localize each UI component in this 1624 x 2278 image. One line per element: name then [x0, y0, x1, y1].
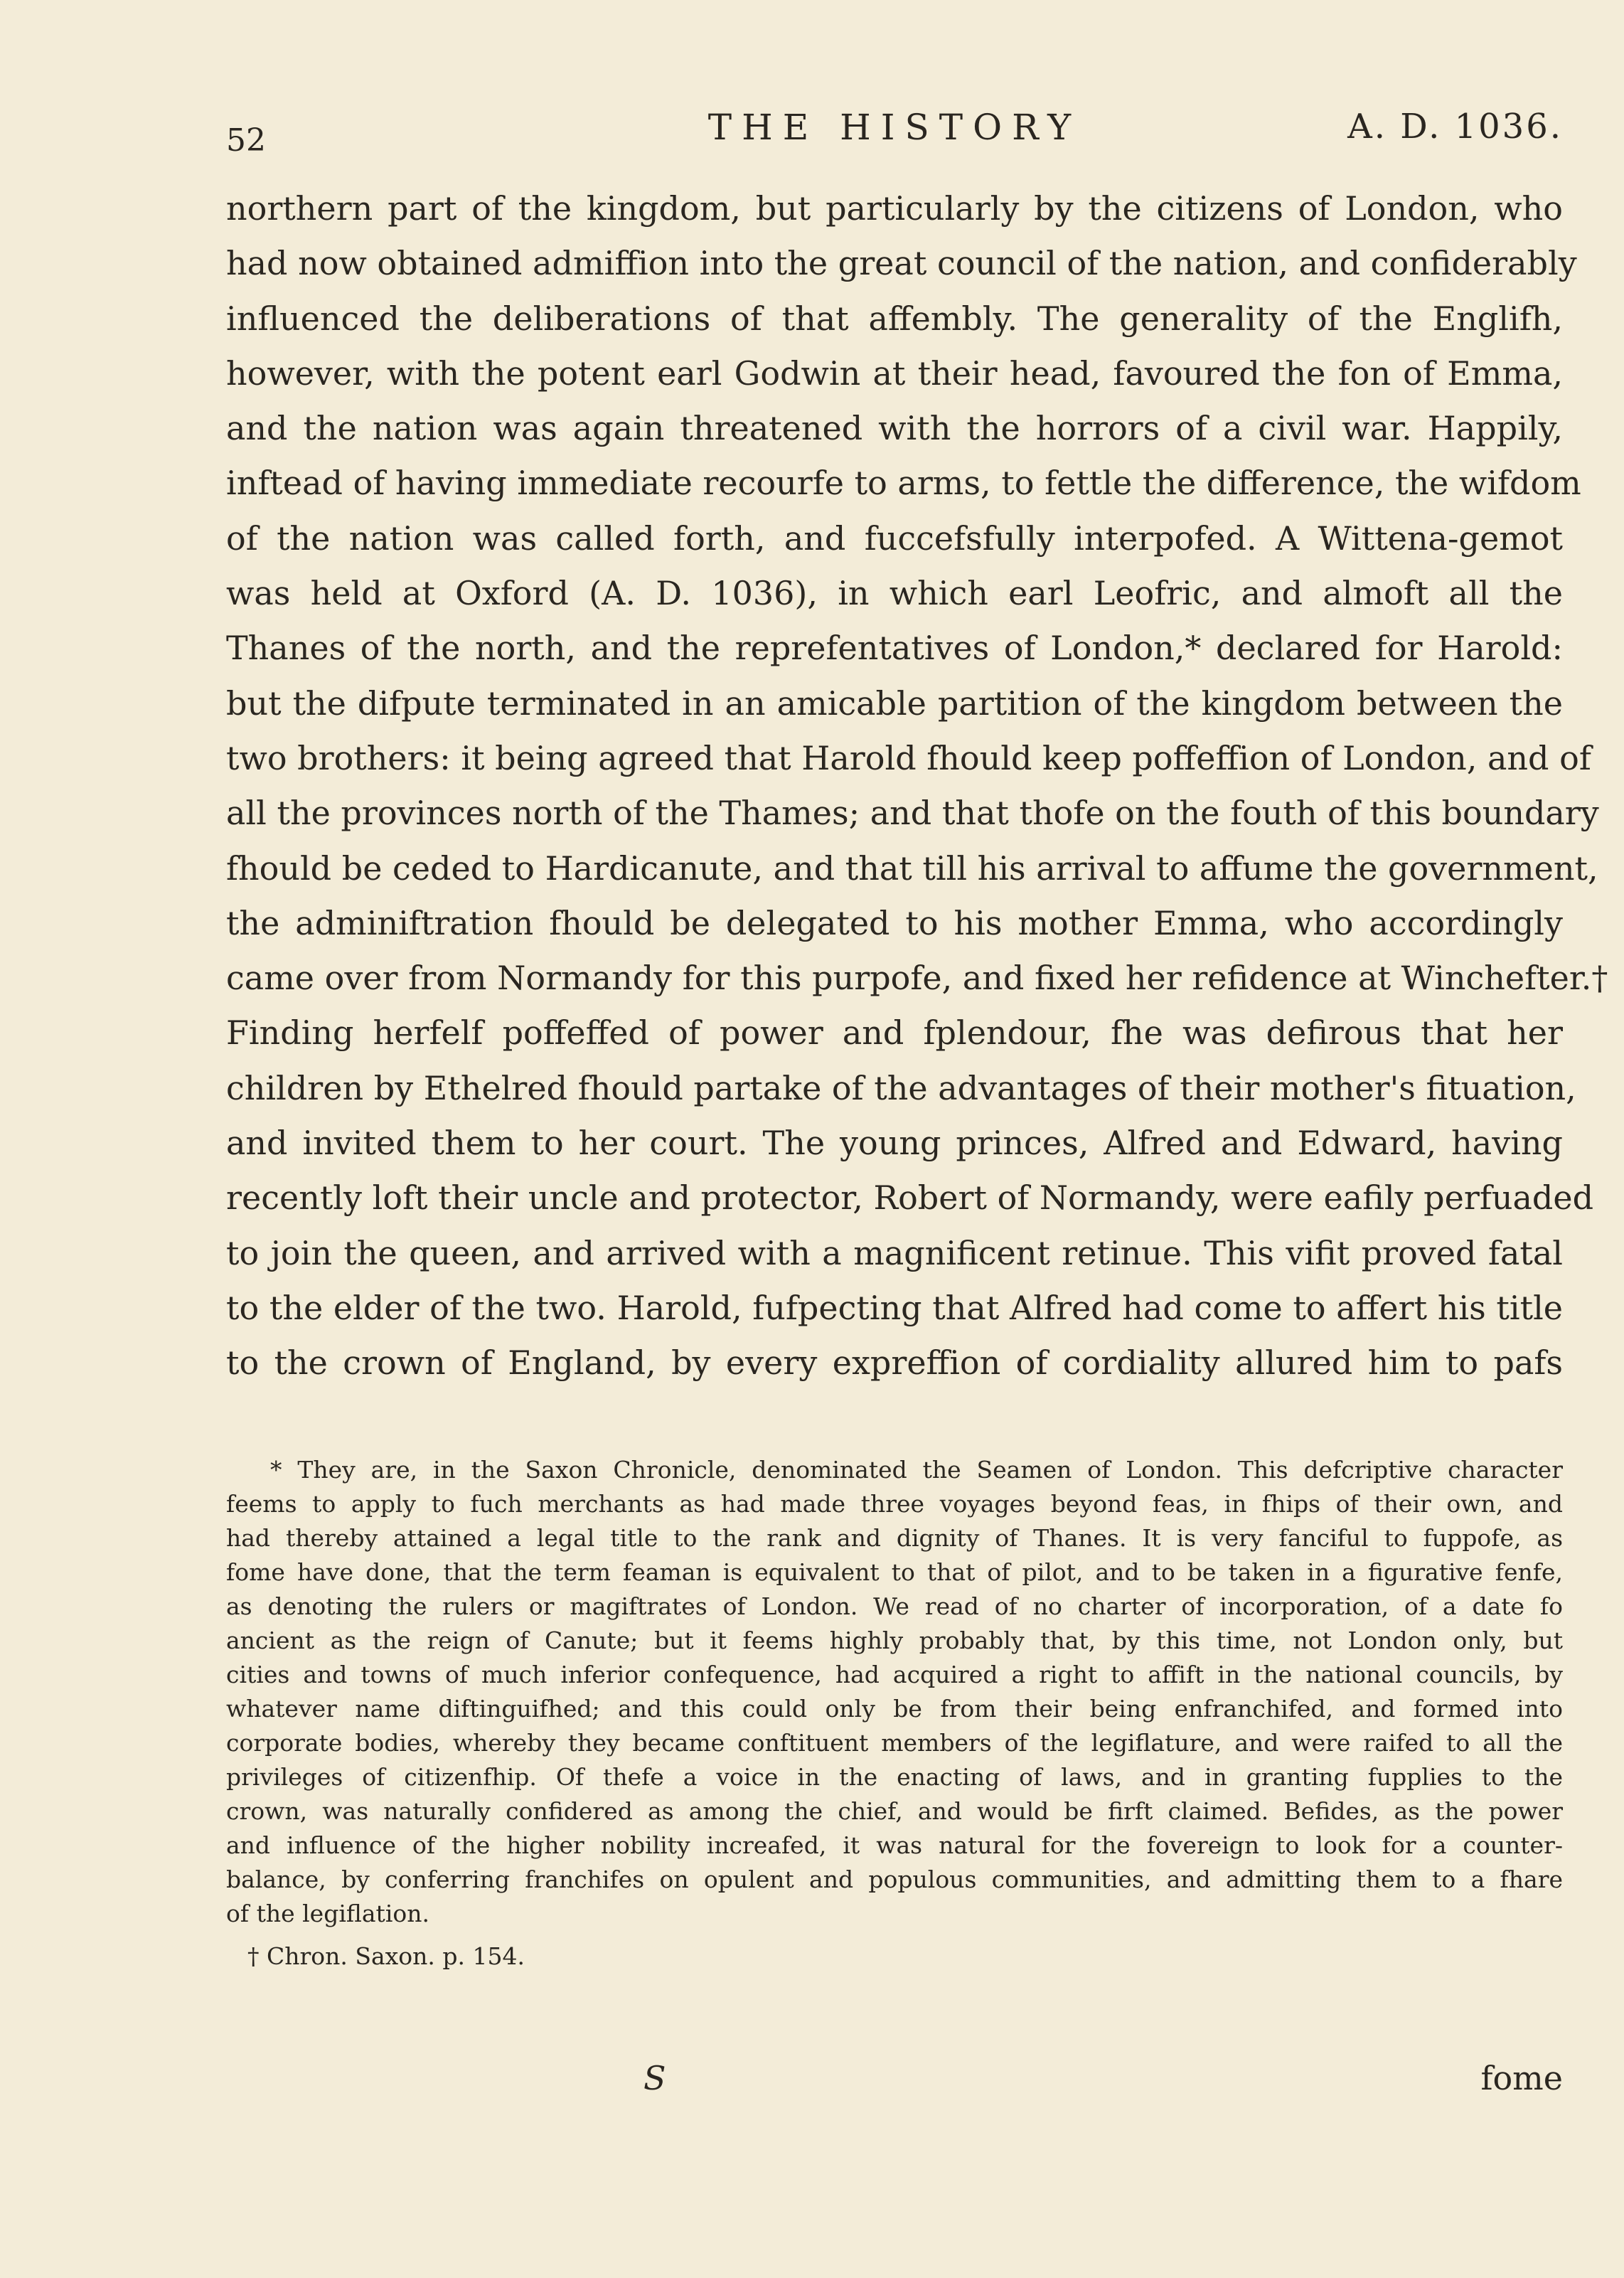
text-line: but the difpute terminated in an amicable partition of the kingdom between the: [226, 683, 1563, 723]
footnote-line: ancient as the reign of Canute; but it feems highly probably that, by this time, not London only, but: [226, 1627, 1563, 1654]
running-title: THE HISTORY: [707, 107, 1081, 148]
text-line: however, with the potent earl Godwin at their head, favoured the fon of Emma,: [226, 353, 1563, 393]
text-line: recently loft their uncle and protector, Robert of Normandy, were eafily perfuaded: [226, 1178, 1594, 1218]
text-line: inftead of having immediate recourfe to arms, to fettle the difference, the wifdom: [226, 464, 1581, 503]
footnote-line: * They are, in the Saxon Chronicle, denominated the Seamen of London. This defcriptive character: [270, 1456, 1563, 1484]
text-line: two brothers: it being agreed that Harold fhould keep poffeffion of London, and of: [226, 738, 1591, 777]
footnote-line: fome have done, that the term feaman is equivalent to that of pilot, and to be taken in a figurative fenfe,: [226, 1558, 1563, 1586]
text-line: came over from Normandy for this purpofe, and fixed her refidence at Winchefter.†: [226, 959, 1608, 998]
footnote-reference: † Chron. Saxon. p. 154.: [247, 1942, 525, 1970]
text-line: Finding herfelf poffeffed of power and fplendour, fhe was defirous that her: [226, 1013, 1563, 1053]
catchword: fome: [1480, 2059, 1563, 2097]
text-line: all the provinces north of the Thames; and that thofe on the fouth of this boundary: [226, 794, 1599, 833]
text-line: fhould be ceded to Hardicanute, and that till his arrival to affume the government,: [226, 848, 1598, 888]
text-line: of the nation was called forth, and fuccefsfully interpofed. A Wittena-gemot: [226, 518, 1563, 558]
footnote-line: crown, was naturally confidered as among the chief, and would be firft claimed. Befides, as the power: [226, 1797, 1563, 1825]
footnote-line: had thereby attained a legal title to the rank and dignity of Thanes. It is very fanciful to fuppofe, as: [226, 1524, 1563, 1552]
text-line: to the crown of England, by every expreffion of cordiality allured him to pafs: [226, 1343, 1563, 1383]
signature-mark: S: [643, 2059, 666, 2097]
footnote-line: feems to apply to fuch merchants as had made three voyages beyond feas, in fhips of their own, and: [226, 1490, 1563, 1518]
footnotes: [226, 1453, 1563, 1974]
footnote-line: balance, by conferring franchifes on opulent and populous communities, and admitting them to a fhare: [226, 1865, 1563, 1893]
text-line: had now obtained admiffion into the great council of the nation, and confiderably: [226, 244, 1577, 283]
text-line: Thanes of the north, and the reprefentatives of London,* declared for Harold:: [226, 629, 1563, 668]
footnote-line: as denoting the rulers or magiftrates of London. We read of no charter of incorporation, of a date fo: [226, 1592, 1563, 1620]
footnote-line: cities and towns of much inferior confequence, had acquired a right to affift in the national councils, by: [226, 1661, 1563, 1688]
footnote-line: privileges of citizenfhip. Of thefe a voice in the enacting of laws, and in granting fupplies to the: [226, 1763, 1563, 1791]
footnote-line: corporate bodies, whereby they became conftituent members of the legiflature, and were raifed to all the: [226, 1729, 1563, 1757]
text-line: children by Ethelred fhould partake of the advantages of their mother's fituation,: [226, 1068, 1576, 1107]
text-line: to the elder of the two. Harold, fufpecting that Alfred had come to affert his title: [226, 1288, 1563, 1327]
text-line: to join the queen, and arrived with a magnificent retinue. This vifit proved fatal: [226, 1233, 1563, 1272]
text-line: and the nation was again threatened with the horrors of a civil war. Happily,: [226, 409, 1563, 448]
text-line: the adminiftration fhould be delegated to his mother Emma, who accordingly: [226, 903, 1563, 942]
page-header: [226, 107, 1563, 164]
main-text: [226, 181, 1608, 1391]
text-line: influenced the deliberations of that affembly. The generality of the Englifh,: [226, 299, 1563, 338]
footnote-line: and influence of the higher nobility increafed, it was natural for the fovereign to look for a counter-: [226, 1831, 1563, 1859]
text-line: and invited them to her court. The young princes, Alfred and Edward, having: [226, 1124, 1563, 1163]
text-line: was held at Oxford (A. D. 1036), in which earl Leofric, and almoft all the: [226, 574, 1563, 613]
page-number: 52: [226, 122, 266, 159]
footnote-line: of the legiflation.: [226, 1900, 429, 1927]
header-date: A. D. 1036.: [1347, 107, 1563, 147]
text-line: northern part of the kingdom, but particularly by the citizens of London, who: [226, 189, 1563, 228]
footnote-line: whatever name diftinguifhed; and this could only be from their being enfranchifed, and formed into: [226, 1695, 1563, 1723]
